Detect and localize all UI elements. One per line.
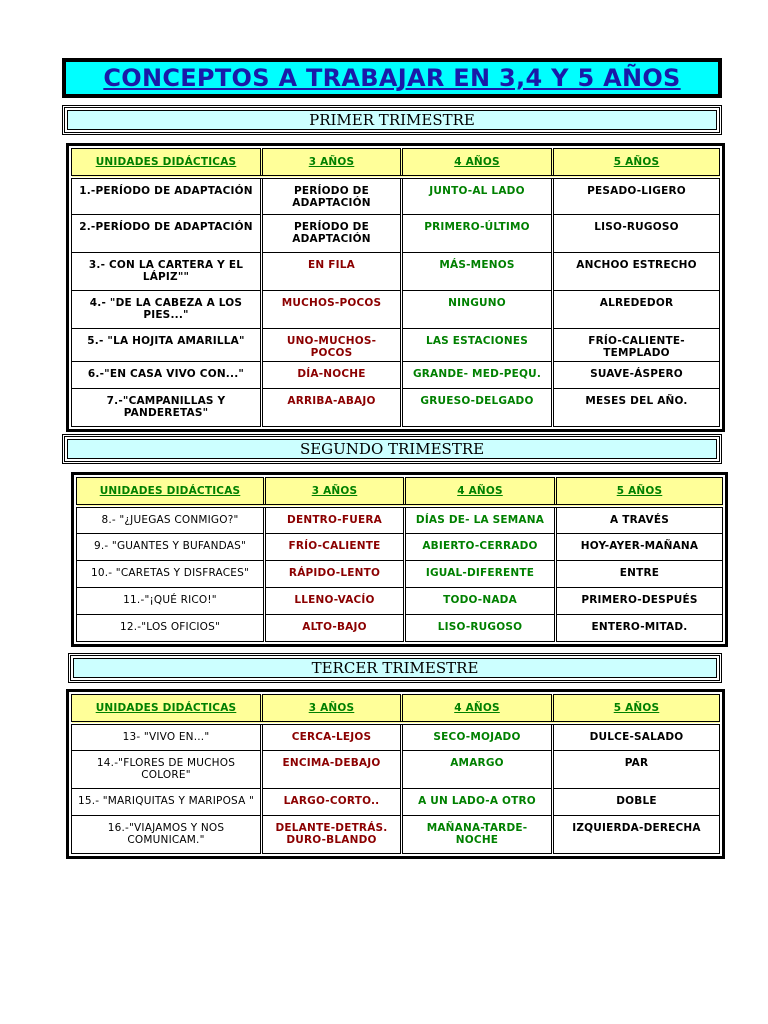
- table-row: [72, 329, 720, 362]
- age5-cell: HOY-AYER-MAÑANA: [556, 534, 723, 561]
- age3-cell: LARGO-CORTO..: [262, 789, 402, 816]
- age4-cell: A UN LADO-A OTRO: [402, 789, 553, 816]
- age4-cell: LAS ESTACIONES: [402, 329, 553, 362]
- age5-cell: ALREDEDOR: [553, 291, 720, 329]
- table-row: [77, 506, 723, 534]
- unit-cell: 12.-"LOS OFICIOS": [77, 615, 265, 642]
- table-row: [72, 253, 720, 291]
- trimester-title-1: [62, 105, 722, 135]
- age4-cell: TODO-NADA: [405, 588, 556, 615]
- unit-cell: 11.-"¡QUÉ RICO!": [77, 588, 265, 615]
- header-units: UNIDADES DIDÁCTICAS: [77, 478, 265, 506]
- unit-cell: 2.-PERÍODO DE ADAPTACIÓN: [72, 215, 262, 253]
- age5-cell: FRÍO-CALIENTE-TEMPLADO: [553, 329, 720, 362]
- age5-cell: A TRAVÉS: [556, 506, 723, 534]
- table-row: [72, 362, 720, 389]
- unit-cell: 13- "VIVO EN...": [72, 723, 262, 751]
- concepts-table: [71, 148, 720, 427]
- age5-cell: PESADO-LIGERO: [553, 177, 720, 215]
- header-3-years: 3 AÑOS: [265, 478, 405, 506]
- table-header-row: [77, 478, 723, 506]
- main-title-box: [62, 58, 722, 98]
- header-3-years: 3 AÑOS: [262, 149, 402, 177]
- age4-cell: GRANDE- MED-PEQU.: [402, 362, 553, 389]
- header-units: UNIDADES DIDÁCTICAS: [72, 695, 262, 723]
- unit-cell: 1.-PERÍODO DE ADAPTACIÓN: [72, 177, 262, 215]
- table-row: [72, 751, 720, 789]
- age3-cell: DELANTE-DETRÁS. DURO-BLANDO: [262, 816, 402, 854]
- age5-cell: LISO-RUGOSO: [553, 215, 720, 253]
- age5-cell: MESES DEL AÑO.: [553, 389, 720, 427]
- age3-cell: DÍA-NOCHE: [262, 362, 402, 389]
- age3-cell: LLENO-VACÍO: [265, 588, 405, 615]
- unit-cell: 7.-"CAMPANILLAS Y PANDERETAS": [72, 389, 262, 427]
- age5-cell: PRIMERO-DESPUÉS: [556, 588, 723, 615]
- age3-cell: MUCHOS-POCOS: [262, 291, 402, 329]
- age5-cell: ENTERO-MITAD.: [556, 615, 723, 642]
- age5-cell: DOBLE: [553, 789, 720, 816]
- age4-cell: SECO-MOJADO: [402, 723, 553, 751]
- unit-cell: 9.- "GUANTES Y BUFANDAS": [77, 534, 265, 561]
- age3-cell: DENTRO-FUERA: [265, 506, 405, 534]
- header-5-years: 5 AÑOS: [553, 149, 720, 177]
- age4-cell: IGUAL-DIFERENTE: [405, 561, 556, 588]
- header-5-years: 5 AÑOS: [556, 478, 723, 506]
- age4-cell: DÍAS DE- LA SEMANA: [405, 506, 556, 534]
- age4-cell: NINGUNO: [402, 291, 553, 329]
- table-row: [72, 215, 720, 253]
- age3-cell: PERÍODO DE ADAPTACIÓN: [262, 215, 402, 253]
- age3-cell: ARRIBA-ABAJO: [262, 389, 402, 427]
- table-row: [77, 615, 723, 642]
- header-4-years: 4 AÑOS: [402, 149, 553, 177]
- unit-cell: 14.-"FLORES DE MUCHOS COLORE": [72, 751, 262, 789]
- age4-cell: AMARGO: [402, 751, 553, 789]
- trimester-title-2: [62, 434, 722, 464]
- trimester-table-1: [66, 143, 725, 432]
- age3-cell: CERCA-LEJOS: [262, 723, 402, 751]
- age4-cell: ABIERTO-CERRADO: [405, 534, 556, 561]
- trimester-table-2: [71, 472, 728, 647]
- table-row: [77, 561, 723, 588]
- header-3-years: 3 AÑOS: [262, 695, 402, 723]
- trimester-title-label: PRIMER TRIMESTRE: [67, 110, 717, 130]
- main-title-inner: [66, 62, 718, 94]
- unit-cell: 3.- CON LA CARTERA Y EL LÁPIZ"": [72, 253, 262, 291]
- age5-cell: SUAVE-ÁSPERO: [553, 362, 720, 389]
- trimester-title-3: [68, 653, 722, 683]
- age3-cell: RÁPIDO-LENTO: [265, 561, 405, 588]
- header-units: UNIDADES DIDÁCTICAS: [72, 149, 262, 177]
- table-header-row: [72, 149, 720, 177]
- table-row: [72, 816, 720, 854]
- age5-cell: IZQUIERDA-DERECHA: [553, 816, 720, 854]
- trimester-title-label: TERCER TRIMESTRE: [73, 658, 717, 678]
- unit-cell: 4.- "DE LA CABEZA A LOS PIES...": [72, 291, 262, 329]
- age3-cell: ALTO-BAJO: [265, 615, 405, 642]
- unit-cell: 5.- "LA HOJITA AMARILLA": [72, 329, 262, 362]
- table-row: [77, 534, 723, 561]
- trimester-table-3: [66, 689, 725, 859]
- table-row: [72, 291, 720, 329]
- concepts-table: [71, 694, 720, 854]
- concepts-table: [76, 477, 723, 642]
- age5-cell: DULCE-SALADO: [553, 723, 720, 751]
- page-title: CONCEPTOS A TRABAJAR EN 3,4 Y 5 AÑOS: [103, 64, 681, 92]
- table-header-row: [72, 695, 720, 723]
- age3-cell: UNO-MUCHOS-POCOS: [262, 329, 402, 362]
- age4-cell: PRIMERO-ÚLTIMO: [402, 215, 553, 253]
- age5-cell: ENTRE: [556, 561, 723, 588]
- age4-cell: MÁS-MENOS: [402, 253, 553, 291]
- age3-cell: PERÍODO DE ADAPTACIÓN: [262, 177, 402, 215]
- unit-cell: 15.- "MARIQUITAS Y MARIPOSA ": [72, 789, 262, 816]
- age5-cell: ANCHOO ESTRECHO: [553, 253, 720, 291]
- age5-cell: PAR: [553, 751, 720, 789]
- table-row: [72, 389, 720, 427]
- age3-cell: EN FILA: [262, 253, 402, 291]
- header-4-years: 4 AÑOS: [402, 695, 553, 723]
- unit-cell: 16.-"VIAJAMOS Y NOS COMUNICAM.": [72, 816, 262, 854]
- age4-cell: GRUESO-DELGADO: [402, 389, 553, 427]
- header-4-years: 4 AÑOS: [405, 478, 556, 506]
- unit-cell: 8.- "¿JUEGAS CONMIGO?": [77, 506, 265, 534]
- age4-cell: JUNTO-AL LADO: [402, 177, 553, 215]
- unit-cell: 10.- "CARETAS Y DISFRACES": [77, 561, 265, 588]
- age4-cell: MAÑANA-TARDE-NOCHE: [402, 816, 553, 854]
- trimester-title-label: SEGUNDO TRIMESTRE: [67, 439, 717, 459]
- table-row: [72, 789, 720, 816]
- header-5-years: 5 AÑOS: [553, 695, 720, 723]
- table-row: [77, 588, 723, 615]
- age3-cell: FRÍO-CALIENTE: [265, 534, 405, 561]
- table-row: [72, 177, 720, 215]
- unit-cell: 6.-"EN CASA VIVO CON...": [72, 362, 262, 389]
- age4-cell: LISO-RUGOSO: [405, 615, 556, 642]
- table-row: [72, 723, 720, 751]
- age3-cell: ENCIMA-DEBAJO: [262, 751, 402, 789]
